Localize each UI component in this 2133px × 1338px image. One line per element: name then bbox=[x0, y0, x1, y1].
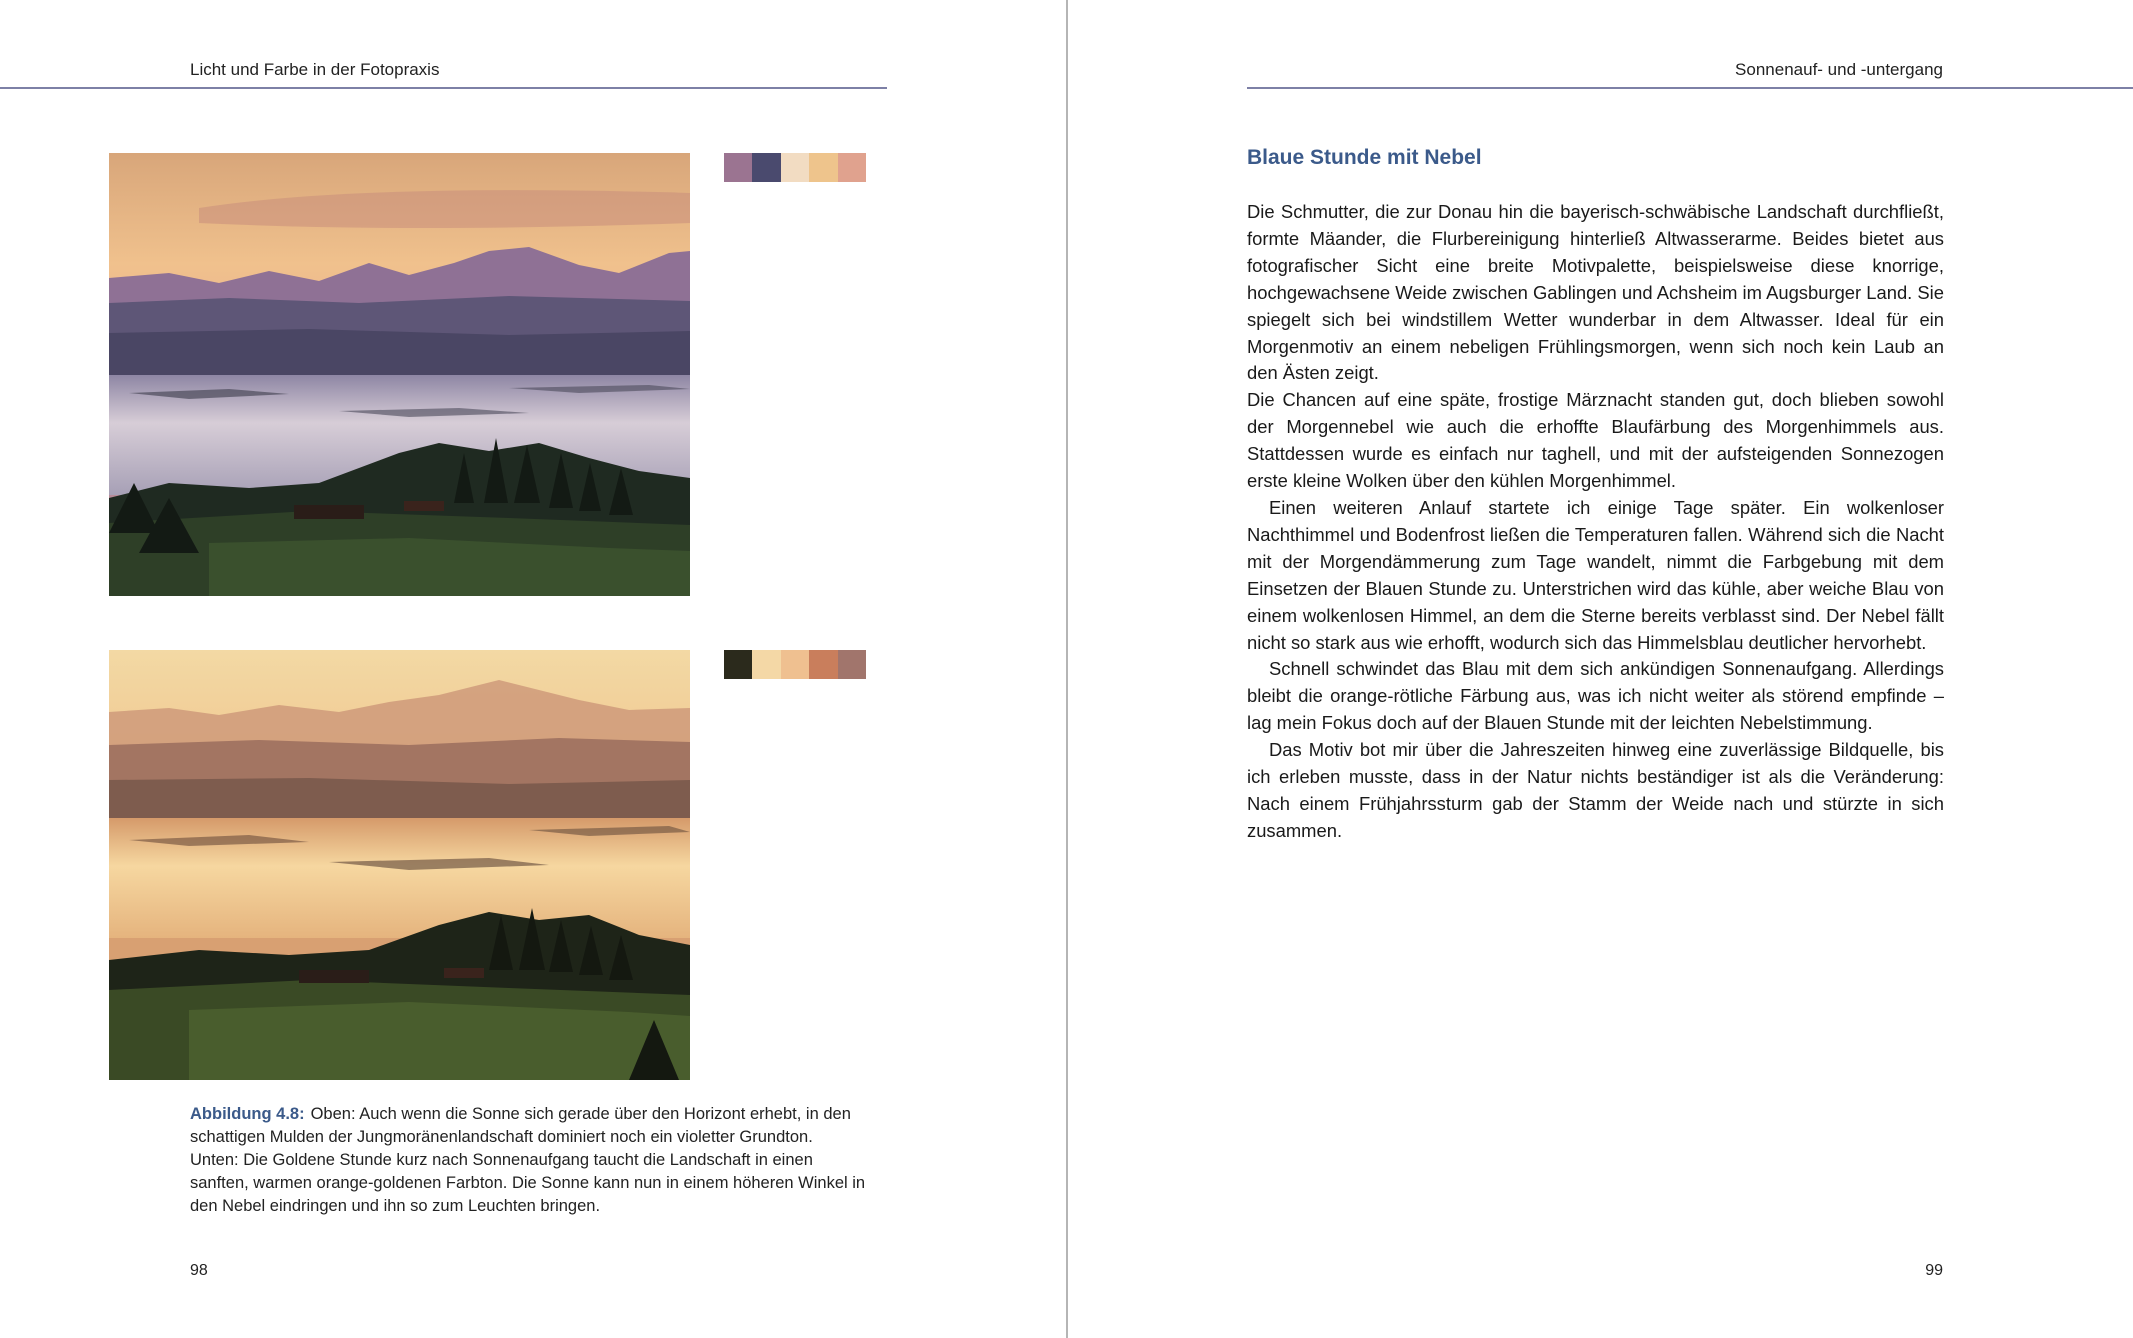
paragraph: Die Chancen auf eine späte, frostige Märznacht standen gut, doch blieben sowohl der Morgennebel wie auch die erhoffte Blaufärbung des Morgenhimmels aus. Stattdessen wurde es einfach nur taghell, und mit der aufsteigenden Sonnezogen erste kleine Wolken über den kühlen Morgenhimmel. bbox=[1247, 389, 1944, 492]
palette-swatch bbox=[809, 153, 837, 182]
figure-caption bbox=[190, 1103, 870, 1218]
caption-line-bottom: Unten: Die Goldene Stunde kurz nach Sonnenaufgang taucht die Landschaft in einen sanften, warmen orange-goldenen Farbton. Die Sonne kann nun in einem höheren Winkel in den Nebel eindringen und ihn so zum Leuchten bringen. bbox=[190, 1151, 866, 1215]
palette-swatch bbox=[781, 153, 809, 182]
section-title: Blaue Stunde mit Nebel bbox=[1247, 146, 1482, 169]
palette-swatch bbox=[752, 153, 780, 182]
body-text bbox=[1247, 199, 1944, 845]
color-palette-bottom bbox=[724, 650, 866, 679]
paragraph: Einen weiteren Anlauf startete ich einige Tage später. Ein wolkenloser Nachthimmel und Bodenfrost ließen die Temperaturen fallen. Während sich die Nacht mit der Morgendämmerung zum Tage wandelt, nimmt die Farbgebung mit dem Einsetzen der Blauen Stunde zu. Unterstrichen wird das kühle, aber weiche Blau von einem wolkenlosen Himmel, an dem die Sterne bereits verblasst sind. Der Nebel fällt nicht so stark aus wie erhofft, wodurch sich das Himmelsblau deutlicher hervorhebt. bbox=[1247, 496, 1944, 653]
running-head-left: Licht und Farbe in der Fotopraxis bbox=[190, 60, 440, 79]
paragraph: Die Schmutter, die zur Donau hin die bayerisch-schwäbische Landschaft durchfließt, formte Mäander, die Flurbereinigung hinterließ Altwasserarme. Beides bietet aus fotografischer Sicht eine breite Motivpalette, beispielsweise diese knorrige, hochgewachsene Weide zwischen Gablingen und Achsheim im Augsburger Land. Sie spiegelt sich bei windstillem Wetter wunderbar in dem Altwasser. Ideal für ein Morgenmotiv an einem nebeligen Frühlingsmorgen, wenn sich noch kein Laub an den Ästen zeigt. bbox=[1247, 201, 1944, 384]
palette-swatch bbox=[724, 650, 752, 679]
palette-swatch bbox=[838, 650, 866, 679]
paragraph: Schnell schwindet das Blau mit dem sich ankündigen Sonnenaufgang. Allerdings bleibt die orange-rötliche Färbung aus, was ich nicht weiter als störend empfinde – lag mein Fokus doch auf der Blauen Stunde mit der leichten Nebelstimmung. bbox=[1247, 658, 1944, 734]
color-palette-top bbox=[724, 153, 866, 182]
page-number-left: 98 bbox=[190, 1262, 208, 1279]
caption-line-top: Oben: Auch wenn die Sonne sich gerade über den Horizont erhebt, in den schattigen Mulden der Jungmoränenlandschaft dominiert noch ein violetter Grundton. bbox=[190, 1105, 851, 1146]
palette-swatch bbox=[781, 650, 809, 679]
palette-swatch bbox=[724, 153, 752, 182]
left-page bbox=[0, 0, 1066, 1338]
header-rule-left bbox=[0, 87, 887, 89]
palette-swatch bbox=[838, 153, 866, 182]
caption-label: Abbildung 4.8: bbox=[190, 1105, 305, 1123]
photo-golden-hour bbox=[109, 650, 690, 1080]
right-page bbox=[1068, 0, 2133, 1338]
palette-swatch bbox=[752, 650, 780, 679]
photo-violet-sunrise bbox=[109, 153, 690, 596]
running-head-right: Sonnenauf- und -untergang bbox=[1735, 60, 1943, 79]
palette-swatch bbox=[809, 650, 837, 679]
header-rule-right bbox=[1247, 87, 2133, 89]
paragraph: Das Motiv bot mir über die Jahreszeiten hinweg eine zuverlässige Bildquelle, bis ich erleben musste, dass in der Natur nichts beständiger ist als die Veränderung: Nach einem Frühjahrssturm gab der Stamm der Weide nach und stürzte in sich zusammen. bbox=[1247, 739, 1944, 841]
page-number-right: 99 bbox=[1925, 1262, 1943, 1279]
